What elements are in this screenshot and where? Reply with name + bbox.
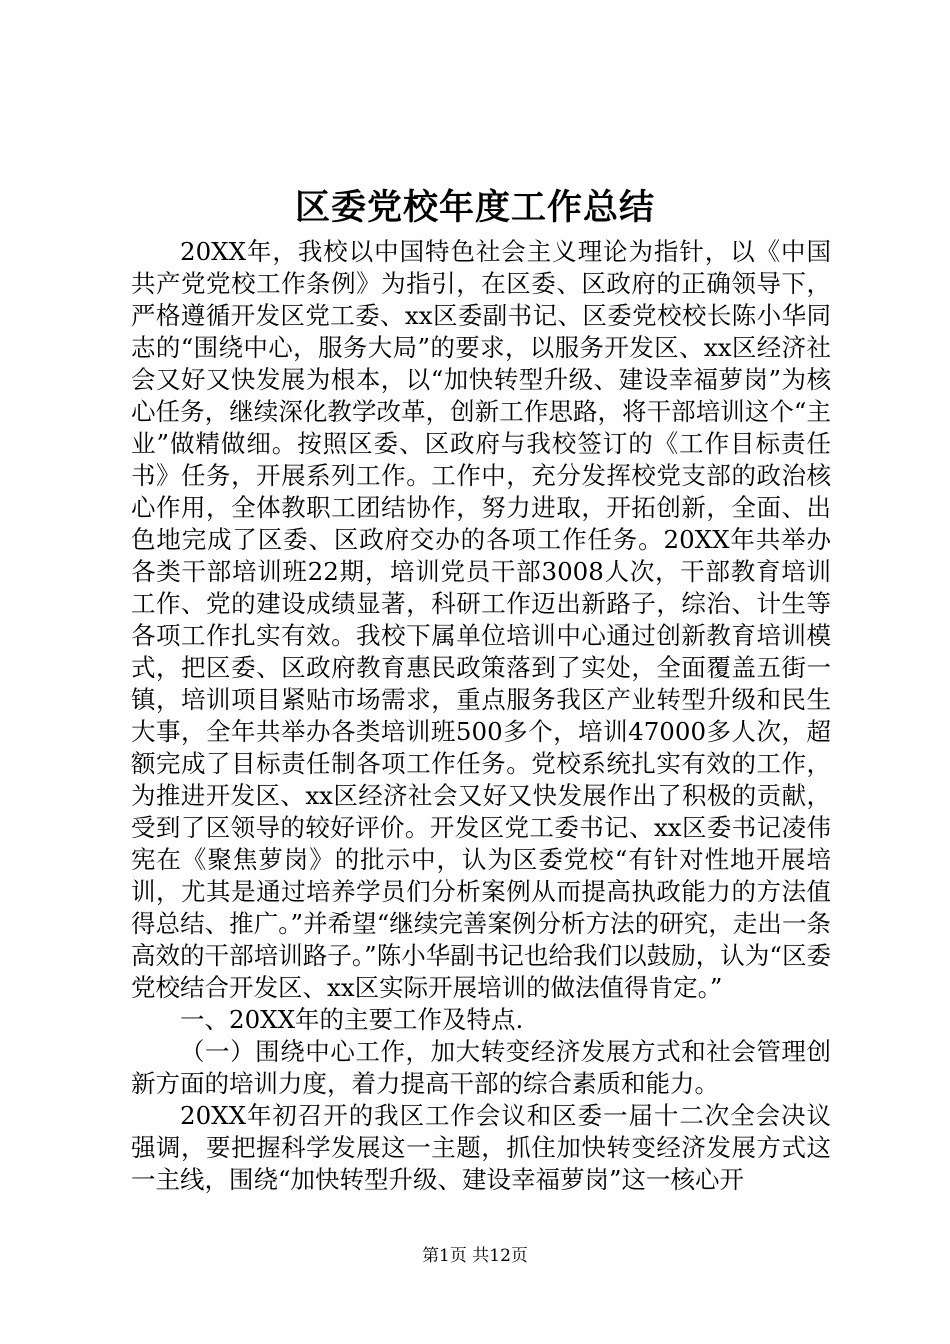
section-heading-main-work: 一、20XX年的主要工作及特点. — [180, 1005, 524, 1034]
subsection-heading-one: （一）围绕中心工作，加大转变经济发展方式和社会管理创新方面的培训力度，着力提高干部的综合素质和能力。 — [131, 1037, 831, 1098]
document-title: 区委党校年度工作总结 — [294, 187, 655, 228]
document-body — [131, 236, 831, 1196]
paragraph-work-meeting: 20XX年初召开的我区工作会议和区委一届十二次全会决议强调，要把握科学发展这一主题，抓住加快转变经济发展方式这一主线，围绕“加快转型升级、建设幸福萝岗”这一核心开 — [131, 1101, 831, 1194]
paragraph-intro: 20XX年，我校以中国特色社会主义理论为指针，以《中国共产党党校工作条例》为指引，在区委、区政府的正确领导下，严格遵循开发区党工委、xx区委副书记、区委党校校长陈小华同志的“围绕中心，服务大局”的要求，以服务开发区、xx区经济社会又好又快发展为根本，以“加快转型升级、建设幸福萝岗”为核心任务，继续深化教学改革，创新工作思路，将干部培训这个“主业”做精做细。按照区委、区政府与我校签订的《工作目标责任书》任务，开展系列工作。工作中，充分发挥校党支部的政治核心作用，全体教职工团结协作，努力进取，开拓创新，全面、出色地完成了区委、区政府交办的各项工作任务。20XX年共举办各类干部培训班22期，培训党员干部3008人次，干部教育培训工作、党的建设成绩显著，科研工作迈出新路子，综治、计生等各项工作扎实有效。我校下属单位培训中心通过创新教育培训模式，把区委、区政府教育惠民政策落到了实处，全面覆盖五街一镇，培训项目紧贴市场需求，重点服务我区产业转型升级和民生大事，全年共举办各类培训班500多个，培训47000多人次，超额完成了目标责任制各项工作任务。党校系统扎实有效的工作，为推进开发区、xx区经济社会又好又快发展作出了积极的贡献，受到了区领导的较好评价。开发区党工委书记、xx区委书记凌伟宪在《聚焦萝岗》的批示中，认为区委党校“有针对性地开展培训，尤其是通过培养学员们分析案例从而提高执政能力的方法值得总结、推广。”并希望“继续完善案例分析方法的研究，走出一条高效的干部培训路子。”陈小华副书记也给我们以鼓励，认为“区委党校结合开发区、xx区实际开展培训的做法值得肯定。” — [131, 237, 831, 1002]
page-number-footer: 第1页 共12页 — [422, 1246, 528, 1266]
